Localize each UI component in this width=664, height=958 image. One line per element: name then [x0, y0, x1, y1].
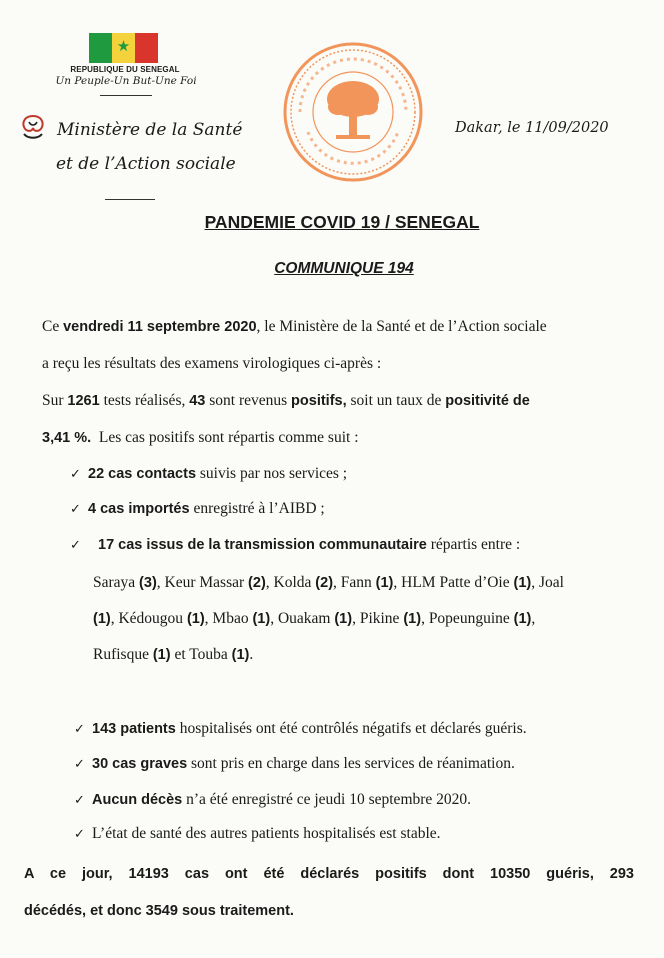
- summary-line-2: décédés, et donc 3549 sous traitement.: [24, 903, 294, 919]
- check-icon: ✓: [74, 757, 85, 772]
- check-icon: ✓: [70, 502, 81, 517]
- ministry-logo-icon: [18, 112, 48, 142]
- bullet-recovered: ✓ 143 patients hospitalisés ont été contrôlés négatifs et déclarés guéris.: [74, 720, 527, 737]
- check-icon: ✓: [70, 538, 81, 553]
- bullet-stable: ✓ L’état de santé des autres patients hospitalisés est stable.: [74, 825, 441, 842]
- check-icon: ✓: [74, 827, 85, 842]
- check-icon: ✓: [74, 722, 85, 737]
- cities-line-2: (1), Kédougou (1), Mbao (1), Ouakam (1), Pikine (1), Popeunguine (1),: [93, 610, 536, 627]
- official-stamp: [278, 37, 428, 187]
- separator-top: [100, 95, 152, 96]
- flag-band-red: [135, 33, 158, 63]
- bullet-imported: ✓ 4 cas importés enregistré à l’AIBD ;: [70, 500, 325, 517]
- national-motto: Un Peuple-Un But-Une Foi: [55, 75, 197, 87]
- senegal-flag: [89, 33, 158, 63]
- cities-line-1: Saraya (3), Keur Massar (2), Kolda (2), Fann (1), HLM Patte d’Oie (1), Joal: [93, 574, 564, 591]
- bullet-severe: ✓ 30 cas graves sont pris en charge dans les services de réanimation.: [74, 755, 515, 772]
- intro-line-4: 3,41 %. Les cas positifs sont répartis comme suit :: [42, 429, 359, 446]
- star-icon: ★: [116, 39, 131, 56]
- republic-name: REPUBLIQUE DU SENEGAL: [70, 65, 180, 74]
- ministry-name-line2: et de l’Action sociale: [56, 154, 236, 174]
- intro-line-3: Sur 1261 tests réalisés, 43 sont revenus positifs, soit un taux de positivité de: [42, 392, 530, 409]
- check-icon: ✓: [70, 467, 81, 482]
- communique-number: COMMUNIQUE 194: [274, 260, 414, 277]
- summary-line-1: A ce jour, 14193 cas ont été déclarés positifs dont 10350 guéris, 293: [24, 866, 634, 882]
- bullet-community: ✓ 17 cas issus de la transmission communautaire répartis entre :: [70, 536, 521, 553]
- separator-bottom: [105, 199, 155, 200]
- bullet-contacts: ✓ 22 cas contacts suivis par nos services ;: [70, 465, 348, 482]
- intro-line-1: Ce vendredi 11 septembre 2020, le Ministère de la Santé et de l’Action sociale: [42, 318, 547, 335]
- check-icon: ✓: [74, 793, 85, 808]
- flag-band-yellow: [112, 33, 135, 63]
- bullet-deaths: ✓ Aucun décès n’a été enregistré ce jeudi 10 septembre 2020.: [74, 791, 472, 808]
- intro-line-2: a reçu les résultats des examens virologiques ci-après :: [42, 355, 382, 372]
- flag-band-green: [89, 33, 112, 63]
- document-title: PANDEMIE COVID 19 / SENEGAL: [204, 212, 480, 232]
- ministry-name-line1: Ministère de la Santé: [57, 120, 243, 140]
- cities-line-3: Rufisque (1) et Touba (1).: [93, 646, 254, 663]
- place-and-date: Dakar, le 11/09/2020: [455, 120, 609, 136]
